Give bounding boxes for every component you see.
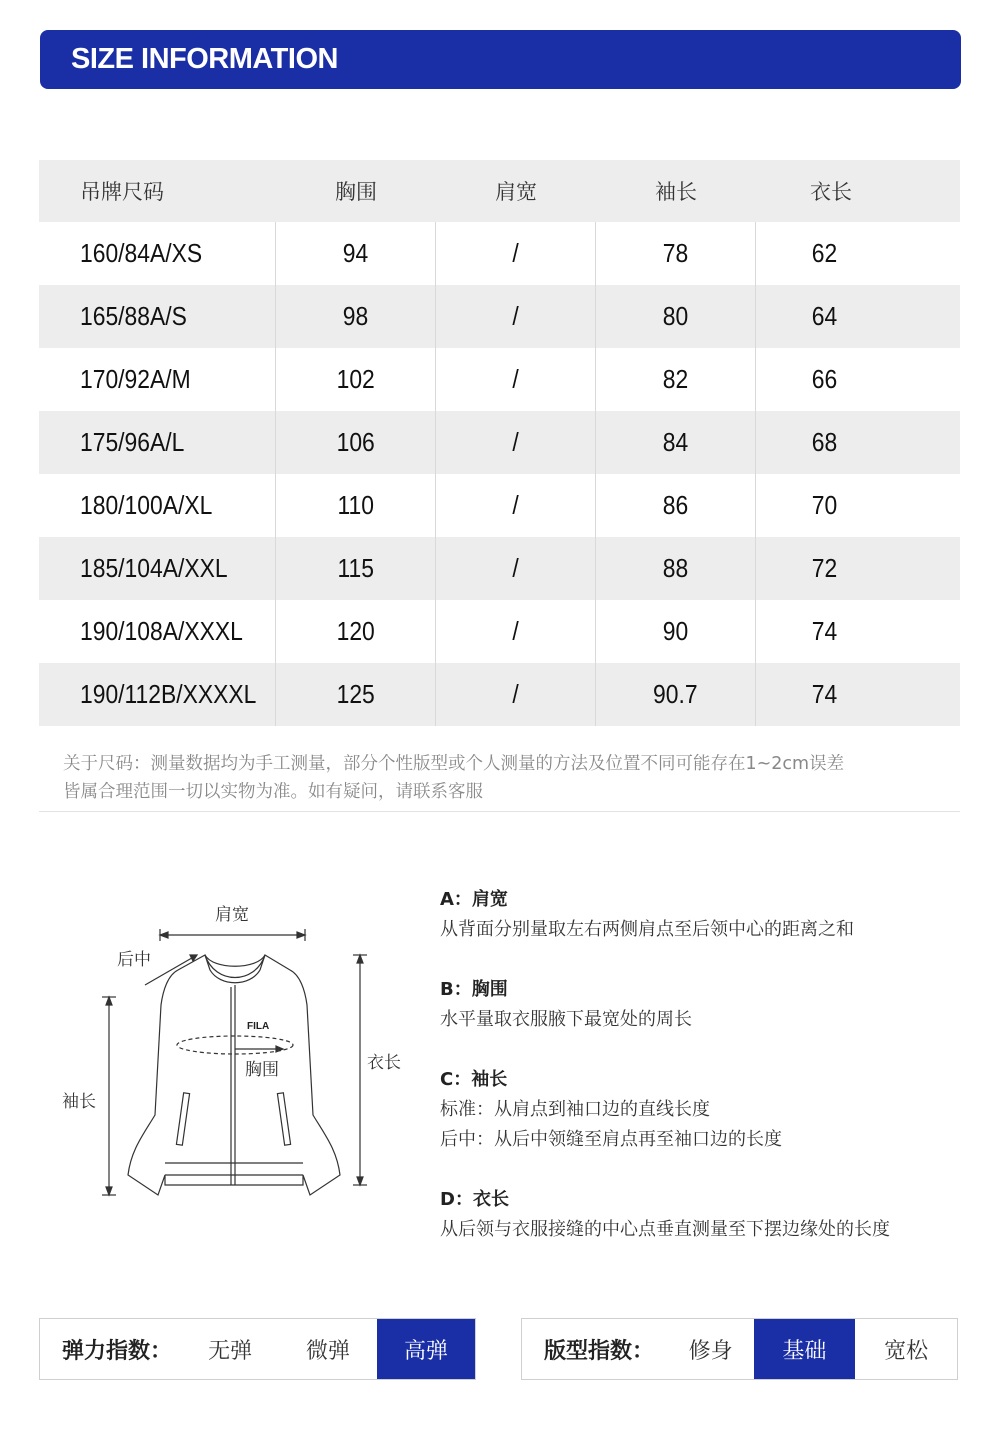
definition-b bbox=[440, 975, 980, 1035]
cell-shoulder: / bbox=[512, 616, 519, 646]
cell-shoulder: / bbox=[512, 364, 519, 394]
diagram-label-length: 衣长 bbox=[367, 1053, 401, 1073]
definition-text: 从后领与衣服接缝的中心点垂直测量至下摆边缘处的长度 bbox=[440, 1219, 890, 1240]
cell-chest: 106 bbox=[336, 427, 375, 457]
header-sleeve: 袖长 bbox=[655, 180, 697, 204]
definition-text: 标准：从肩点到袖口边的直线长度 bbox=[440, 1099, 710, 1120]
cell-length: 68 bbox=[811, 427, 838, 457]
cell-size: 185/104A/XXL bbox=[80, 553, 228, 583]
table-row bbox=[39, 285, 960, 348]
cell-length: 64 bbox=[811, 301, 838, 331]
size-note-line1: 关于尺码：测量数据均为手工测量，部分个性版型或个人测量的方法及位置不同可能存在1~2cm误差 bbox=[63, 754, 845, 774]
elasticity-index bbox=[39, 1318, 476, 1380]
definition-title: D：衣长 bbox=[440, 1189, 509, 1210]
cell-sleeve: 84 bbox=[662, 427, 689, 457]
header-chest: 胸围 bbox=[335, 180, 377, 204]
cell-shoulder: / bbox=[512, 679, 519, 709]
table-row bbox=[39, 474, 960, 537]
header-tag-size: 吊牌尺码 bbox=[80, 180, 164, 204]
cell-size: 170/92A/M bbox=[80, 364, 191, 394]
cell-shoulder: / bbox=[512, 301, 519, 331]
fit-option-regular: 基础 bbox=[754, 1319, 856, 1379]
cell-chest: 120 bbox=[336, 616, 375, 646]
diagram-label-back-center: 后中 bbox=[117, 950, 151, 970]
definition-title: A：肩宽 bbox=[440, 889, 508, 910]
cell-shoulder: / bbox=[512, 427, 519, 457]
diagram-label-chest: 胸围 bbox=[245, 1060, 279, 1080]
fit-option-loose: 宽松 bbox=[884, 1338, 929, 1364]
definition-c bbox=[440, 1065, 980, 1155]
cell-size: 180/100A/XL bbox=[80, 490, 213, 520]
page-title: SIZE INFORMATION bbox=[71, 43, 338, 75]
definition-text: 从背面分别量取左右两侧肩点至后领中心的距离之和 bbox=[440, 919, 854, 940]
cell-size: 190/112B/XXXXL bbox=[80, 679, 257, 709]
cell-length: 70 bbox=[811, 490, 838, 520]
elasticity-option-high: 高弹 bbox=[377, 1319, 475, 1379]
cell-shoulder: / bbox=[512, 553, 519, 583]
elasticity-label: 弹力指数： bbox=[62, 1338, 173, 1364]
elasticity-option-none: 无弹 bbox=[208, 1338, 253, 1364]
header-shoulder: 肩宽 bbox=[495, 180, 537, 204]
elasticity-option-slight: 微弹 bbox=[306, 1338, 351, 1364]
cell-shoulder: / bbox=[512, 490, 519, 520]
cell-sleeve: 88 bbox=[662, 553, 689, 583]
cell-chest: 94 bbox=[342, 238, 369, 268]
cell-length: 72 bbox=[811, 553, 838, 583]
definition-text: 水平量取衣服腋下最宽处的周长 bbox=[440, 1009, 692, 1030]
cell-shoulder: / bbox=[512, 238, 519, 268]
definition-a bbox=[440, 885, 980, 945]
cell-chest: 125 bbox=[336, 679, 375, 709]
fit-label: 版型指数： bbox=[544, 1338, 655, 1364]
fit-index bbox=[521, 1318, 958, 1380]
divider bbox=[39, 811, 960, 812]
definition-title: B：胸围 bbox=[440, 979, 508, 1000]
cell-length: 66 bbox=[811, 364, 838, 394]
table-row bbox=[39, 222, 960, 285]
definition-title: C：袖长 bbox=[440, 1069, 508, 1090]
definition-d bbox=[440, 1185, 980, 1245]
fit-option-slim: 修身 bbox=[688, 1338, 733, 1364]
table-row bbox=[39, 663, 960, 726]
size-table bbox=[39, 160, 960, 726]
cell-length: 62 bbox=[811, 238, 838, 268]
table-row bbox=[39, 411, 960, 474]
cell-chest: 98 bbox=[342, 301, 369, 331]
definition-text: 后中：从后中领缝至肩点再至袖口边的长度 bbox=[440, 1129, 782, 1150]
diagram-label-shoulder: 肩宽 bbox=[215, 905, 249, 925]
cell-sleeve: 80 bbox=[662, 301, 689, 331]
header-length: 衣长 bbox=[810, 180, 852, 204]
cell-chest: 102 bbox=[336, 364, 375, 394]
cell-sleeve: 78 bbox=[662, 238, 689, 268]
cell-length: 74 bbox=[811, 616, 838, 646]
cell-sleeve: 82 bbox=[662, 364, 689, 394]
cell-size: 190/108A/XXXL bbox=[80, 616, 243, 646]
cell-chest: 115 bbox=[337, 553, 374, 583]
header-bar bbox=[40, 30, 961, 89]
fila-logo: FILA bbox=[247, 1021, 270, 1032]
cell-chest: 110 bbox=[337, 490, 374, 520]
cell-size: 160/84A/XS bbox=[80, 238, 203, 268]
table-row bbox=[39, 348, 960, 411]
cell-size: 175/96A/L bbox=[80, 427, 185, 457]
size-note-line2: 皆属合理范围一切以实物为准。如有疑问，请联系客服 bbox=[63, 782, 483, 802]
cell-length: 74 bbox=[811, 679, 838, 709]
cell-sleeve: 86 bbox=[662, 490, 689, 520]
cell-sleeve: 90.7 bbox=[653, 679, 698, 709]
cell-size: 165/88A/S bbox=[80, 301, 187, 331]
jacket-diagram bbox=[55, 895, 425, 1215]
cell-sleeve: 90 bbox=[662, 616, 689, 646]
table-row bbox=[39, 537, 960, 600]
size-note bbox=[63, 750, 963, 806]
table-header-row bbox=[39, 160, 960, 222]
diagram-label-sleeve: 袖长 bbox=[62, 1092, 96, 1112]
table-row bbox=[39, 600, 960, 663]
